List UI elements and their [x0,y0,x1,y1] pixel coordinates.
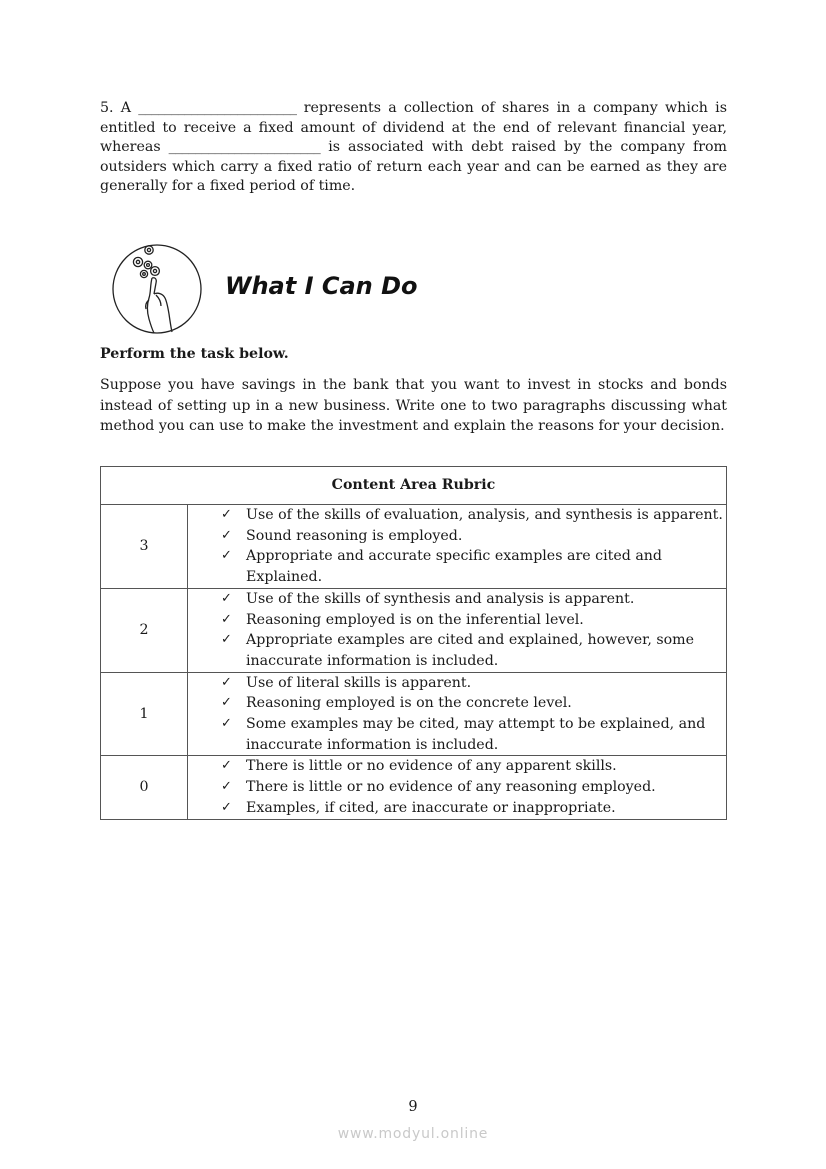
task-instructions: Suppose you have savings in the bank that you want to invest in stocks and bonds instead of setting up in a new business. Write one to two paragraphs discussing what method you can use to make the investment and explain the reasons for your decision. [100,377,727,435]
criterion-item [221,630,726,671]
rubric-row [101,672,727,756]
rubric-title: Content Area Rubric [101,467,727,505]
criterion-item [221,673,726,694]
criterion-item [221,693,726,714]
rubric-score: 1 [101,672,188,756]
criterion-text: There is little or no evidence of any apparent skills. [246,758,617,775]
rubric-table [100,466,727,820]
check-icon: ✓ [221,695,232,711]
rubric-score: 3 [101,505,188,589]
check-icon: ✓ [221,507,232,522]
question-5-part1: 5. A [100,100,139,116]
answer-blank-2: _______________________ [168,139,321,156]
rubric-criteria [188,672,727,756]
hand-holding-gears-icon [111,242,206,337]
rubric-score: 0 [101,756,188,819]
criterion-item [221,777,726,798]
criterion-text: Use of the skills of synthesis and analysis is apparent. [246,590,635,607]
criterion-item [221,505,726,526]
rubric-row [101,505,727,589]
check-icon: ✓ [221,758,232,774]
criterion-item [221,589,726,610]
rubric-criteria [188,756,727,819]
criterion-text: Use of literal skills is apparent. [246,674,472,691]
rubric-criteria [188,588,727,672]
check-icon: ✓ [221,590,232,606]
task-heading: Perform the task below. [100,346,289,362]
check-icon: ✓ [221,548,232,564]
check-icon: ✓ [221,527,232,543]
criterion-item [221,714,726,755]
check-icon: ✓ [221,611,232,627]
criterion-text: Examples, if cited, are inaccurate or inappropriate. [246,799,616,816]
watermark: www.modyul.online [337,1126,489,1142]
question-5 [100,99,727,197]
rubric-criteria [188,505,727,589]
section-title: What I Can Do [225,272,418,300]
criterion-text: Use of the skills of evaluation, analysis, and synthesis is apparent. [246,507,723,523]
criterion-text: There is little or no evidence of any reasoning employed. [246,779,656,796]
criterion-item [221,546,726,587]
criterion-item [221,756,726,777]
rubric-header-row [101,467,727,505]
question-5-part2: represents a collection of shares in a company which is entitled to receive a fixed amount of dividend at the end of relevant financial year, whereas [100,100,727,156]
check-icon: ✓ [221,674,232,690]
criterion-text: Appropriate examples are cited and explained, however, some inaccurate information is included. [246,632,695,669]
check-icon: ✓ [221,779,232,795]
criterion-item [221,526,726,547]
criterion-item [221,798,726,819]
page-number: 9 [408,1099,418,1115]
criterion-text: Reasoning employed is on the inferential level. [246,611,584,628]
criterion-text: Appropriate and accurate specific examples are cited and Explained. [246,548,662,586]
check-icon: ✓ [221,716,232,732]
check-icon: ✓ [221,632,232,648]
criterion-text: Some examples may be cited, may attempt to be explained, and inaccurate information is included. [246,716,706,753]
criterion-item [221,610,726,631]
rubric-score: 2 [101,588,188,672]
criterion-text: Reasoning employed is on the concrete level. [246,695,572,712]
check-icon: ✓ [221,799,232,815]
rubric-row [101,588,727,672]
answer-blank-1: ________________________ [138,100,297,116]
question-5-part3: is associated with debt raised by the company from outsiders which carry a fixed ratio of return each year and can be earned as they are generally for a fixed period of time. [100,139,727,195]
criterion-text: Sound reasoning is employed. [246,527,463,544]
rubric-row [101,756,727,819]
